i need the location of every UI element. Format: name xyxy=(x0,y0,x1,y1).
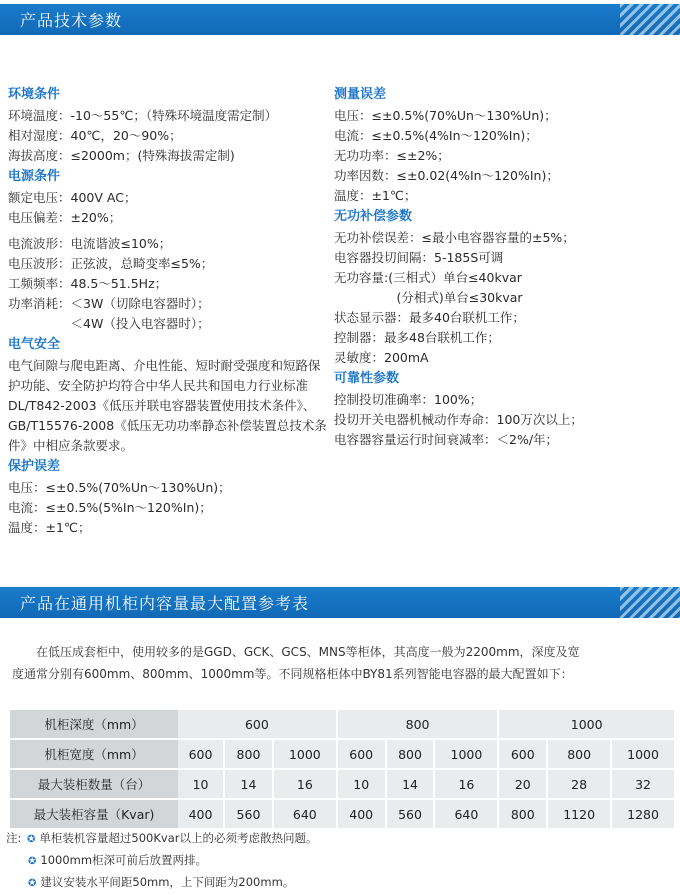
measure-heading: 测量误差 xyxy=(334,87,387,102)
table-cell: 400 xyxy=(178,800,223,830)
row-label: 最大装柜容量（Kvar) xyxy=(10,800,178,830)
env-line: 海拔高度：≤2000m；(特殊海拔需定制) xyxy=(8,148,235,163)
protect-line: 电压：≤±0.5%(70%Un～130%Un)； xyxy=(8,480,231,495)
power-line: ＜4W（投入电容器时）； xyxy=(8,316,210,331)
table-cell: 10 xyxy=(178,770,223,800)
table-cell: 16 xyxy=(272,770,336,800)
section-header-tech-params xyxy=(0,4,680,35)
section-title: 产品技术参数 xyxy=(20,11,123,30)
table-cell: 400 xyxy=(336,800,385,830)
note-item xyxy=(6,828,318,850)
table-row xyxy=(10,770,674,800)
notes xyxy=(6,828,318,894)
table-cell: 560 xyxy=(385,800,434,830)
protect-line: 温度：±1℃； xyxy=(8,520,91,535)
table-cell: 16 xyxy=(433,770,497,800)
note-text: 1000mm柜深可前后放置两排。 xyxy=(40,853,208,867)
table-cell: 640 xyxy=(272,800,336,830)
power-heading: 电源条件 xyxy=(8,169,61,184)
table-cell: 560 xyxy=(223,800,272,830)
note-item xyxy=(6,872,318,894)
rel-heading: 可靠性参数 xyxy=(334,371,400,386)
measure-line: 电流：≤±0.5%(4%In～120%In)； xyxy=(334,128,538,143)
protect-line: 电流：≤±0.5%(5%In～120%In)； xyxy=(8,500,212,515)
left-column xyxy=(8,84,328,538)
row-label: 机柜深度（mm） xyxy=(10,710,178,740)
comp-line: 无功补偿误差：≤最小电容器容量的±5%； xyxy=(334,230,575,245)
env-line: 相对湿度：40℃，20～90%； xyxy=(8,128,182,143)
table-cell: 28 xyxy=(546,770,610,800)
decorative-stripes xyxy=(620,587,680,618)
table-cell: 640 xyxy=(433,800,497,830)
intro-line: 在低压成套柜中，使用较多的是GGD、GCK、GCS、MNS等柜体，其高度一般为2200mm，深度及宽 xyxy=(36,645,580,659)
comp-line: (分相式)单台≤30kvar xyxy=(334,290,523,305)
bullet-icon: ✪ xyxy=(27,834,36,845)
power-line: 功率消耗：＜3W（切除电容器时）； xyxy=(8,296,210,311)
table-cell: 1000 xyxy=(272,740,336,770)
measure-line: 功率因数：≤±0.02(4%In～120%In)； xyxy=(334,168,559,183)
table-cell: 600 xyxy=(336,740,385,770)
bullet-icon: ✪ xyxy=(28,878,37,889)
rel-line: 电容器容量运行时间衰减率：＜2%/年； xyxy=(334,432,559,447)
note-item xyxy=(6,850,318,872)
intro-line: 度通常分别有600mm、800mm、1000mm等。不同规格柜体中BY81系列智能电容器的最大配置如下： xyxy=(12,667,573,681)
table-row xyxy=(10,800,674,830)
table-cell: 1000 xyxy=(610,740,674,770)
safety-text: 电气间隙与爬电距离、介电性能、短时耐受强度和短路保护功能、安全防护均符合中华人民共和国电力行业标准DL/T842-2003《低压并联电容器装置使用技术条件》、GB/T15576-2008《低压无功功率静态补偿装置总技术条件》中相应条款要求。 xyxy=(8,358,327,453)
table-cell: 1000 xyxy=(433,740,497,770)
env-heading: 环境条件 xyxy=(8,87,61,102)
table-cell: 800 xyxy=(336,710,498,740)
note-text: 单柜装机容量超过500Kvar以上的必须考虑散热问题。 xyxy=(39,831,318,845)
comp-line: 灵敏度：200mA xyxy=(334,350,429,365)
table-cell: 800 xyxy=(546,740,610,770)
power-line: 电流波形：电流谐波≤10%； xyxy=(8,236,172,251)
notes-prefix: 注: xyxy=(6,831,22,845)
power-line: 电压偏差：±20%； xyxy=(8,210,122,225)
safety-heading: 电气安全 xyxy=(8,337,61,352)
table-cell: 1120 xyxy=(546,800,610,830)
table-cell: 800 xyxy=(223,740,272,770)
table-cell: 600 xyxy=(497,740,546,770)
bullet-icon: ✪ xyxy=(28,856,37,867)
power-line: 工频频率：48.5～51.5Hz； xyxy=(8,276,168,291)
table-cell: 32 xyxy=(610,770,674,800)
table-cell: 14 xyxy=(385,770,434,800)
table-cell: 600 xyxy=(178,710,336,740)
measure-line: 温度：±1℃； xyxy=(334,188,417,203)
measure-line: 电压：≤±0.5%(70%Un～130%Un)； xyxy=(334,108,557,123)
section-title: 产品在通用机柜内容量最大配置参考表 xyxy=(20,594,310,613)
rel-line: 控制投切准确率：100%； xyxy=(334,392,483,407)
table-cell: 800 xyxy=(385,740,434,770)
table-cell: 600 xyxy=(178,740,223,770)
note-text: 建议安装水平间距50mm，上下间距为200mm。 xyxy=(40,875,295,889)
comp-heading: 无功补偿参数 xyxy=(334,209,413,224)
right-column xyxy=(334,84,674,450)
comp-line: 电容器投切间隔：5-185S可调 xyxy=(334,250,504,265)
power-line: 电压波形：正弦波，总畸变率≤5%； xyxy=(8,256,214,271)
comp-line: 状态显示器：最多40台联机工作； xyxy=(334,310,525,325)
table-cell: 1280 xyxy=(610,800,674,830)
table-cell: 10 xyxy=(336,770,385,800)
section-header-config-table xyxy=(0,587,680,618)
config-table xyxy=(10,710,674,830)
env-line: 环境温度：-10～55℃；（特殊环境温度需定制） xyxy=(8,108,278,123)
intro-paragraph xyxy=(12,641,672,685)
protect-heading: 保护误差 xyxy=(8,459,61,474)
table-row xyxy=(10,710,674,740)
row-label: 最大装柜数量（台） xyxy=(10,770,178,800)
table-row xyxy=(10,740,674,770)
comp-line: 无功容量:(三相式）单台≤40kvar xyxy=(334,270,522,285)
table-cell: 1000 xyxy=(497,710,674,740)
measure-line: 无功功率：≤±2%； xyxy=(334,148,450,163)
table-cell: 20 xyxy=(497,770,546,800)
decorative-stripes xyxy=(620,4,680,35)
table-cell: 800 xyxy=(497,800,546,830)
comp-line: 控制器：最多48台联机工作； xyxy=(334,330,500,345)
rel-line: 投切开关电器机械动作寿命：100万次以上； xyxy=(334,412,583,427)
power-line: 额定电压：400V AC； xyxy=(8,190,137,205)
row-label: 机柜宽度（mm） xyxy=(10,740,178,770)
table-cell: 14 xyxy=(223,770,272,800)
